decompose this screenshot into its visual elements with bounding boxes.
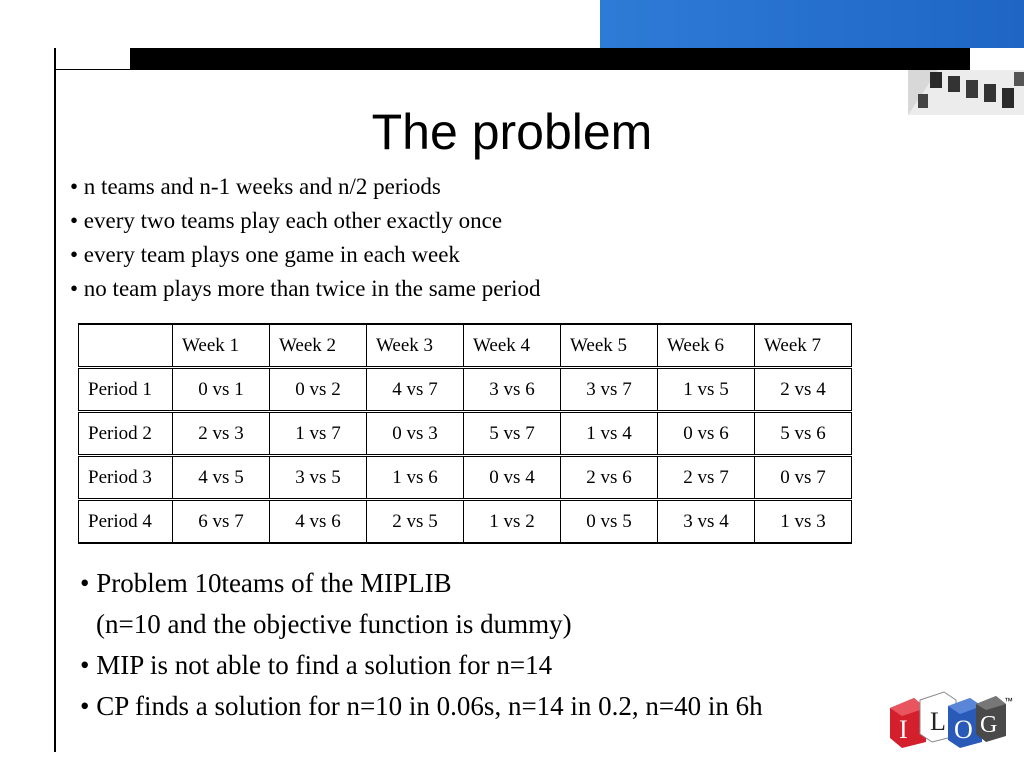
logo-letter: I [899, 715, 908, 744]
table-cell: 0 vs 1 [173, 368, 270, 412]
bullet-item: • every team plays one game in each week [70, 242, 460, 267]
table-cell: 0 vs 3 [367, 412, 464, 456]
table-row [79, 500, 852, 544]
bullet-item: • MIP is not able to find a solution for n=14 [80, 650, 553, 680]
table-row [79, 456, 852, 500]
table-cell: 5 vs 7 [464, 412, 561, 456]
header-blue-block [600, 0, 1024, 48]
header-black-bar [130, 48, 970, 70]
row-header: Period 3 [79, 456, 173, 500]
column-header: Week 5 [561, 324, 658, 368]
trademark-symbol: ™ [1004, 696, 1013, 706]
table-row [79, 412, 852, 456]
logo-letter: L [930, 707, 946, 736]
table-cell: 1 vs 4 [561, 412, 658, 456]
table-cell: 3 vs 4 [658, 500, 755, 544]
table-cell: 1 vs 6 [367, 456, 464, 500]
bullet-item: • no team plays more than twice in the same period [70, 276, 541, 301]
ilog-logo [886, 690, 1014, 748]
ilog-logo-graphic [886, 690, 1014, 748]
logo-letter: G [980, 712, 998, 738]
table-cell: 3 vs 7 [561, 368, 658, 412]
column-header: Week 3 [367, 324, 464, 368]
table-cell: 2 vs 6 [561, 456, 658, 500]
table-cell: 1 vs 3 [755, 500, 852, 544]
row-header: Period 1 [79, 368, 173, 412]
bullet-continuation: (n=10 and the objective function is dummy) [96, 609, 572, 639]
bullet-item: • CP finds a solution for n=10 in 0.06s, n=14 in 0.2, n=40 in 6h [80, 691, 763, 721]
bullet-item: • every two teams play each other exactly once [70, 208, 503, 233]
table-cell: 2 vs 3 [173, 412, 270, 456]
table-cell: 3 vs 5 [270, 456, 367, 500]
table-cell: 2 vs 5 [367, 500, 464, 544]
table-cell: 1 vs 7 [270, 412, 367, 456]
table-cell: 4 vs 7 [367, 368, 464, 412]
table-cell: 0 vs 2 [270, 368, 367, 412]
table-cell: 2 vs 7 [658, 456, 755, 500]
table-cell: 1 vs 2 [464, 500, 561, 544]
top-left-rule [54, 69, 134, 70]
slide-title: The problem [371, 104, 653, 160]
table-cell: 0 vs 6 [658, 412, 755, 456]
column-header: Week 1 [173, 324, 270, 368]
column-header: Week 2 [270, 324, 367, 368]
schedule-table [78, 323, 852, 544]
bullet-item: • n teams and n-1 weeks and n/2 periods [70, 174, 441, 199]
column-header: Week 7 [755, 324, 852, 368]
table-cell: 5 vs 6 [755, 412, 852, 456]
problem-bullets [70, 170, 540, 306]
table-row [79, 368, 852, 412]
bullet-item: • Problem 10teams of the MIPLIB [80, 568, 452, 598]
table-cell: 4 vs 6 [270, 500, 367, 544]
table-cell: 6 vs 7 [173, 500, 270, 544]
logo-letter: O [954, 715, 973, 744]
column-header: Week 4 [464, 324, 561, 368]
table-cell: 2 vs 4 [755, 368, 852, 412]
table-cell: 0 vs 7 [755, 456, 852, 500]
table-cell: 0 vs 4 [464, 456, 561, 500]
row-header: Period 2 [79, 412, 173, 456]
table-corner-cell [79, 324, 173, 368]
table-cell: 0 vs 5 [561, 500, 658, 544]
table-cell: 3 vs 6 [464, 368, 561, 412]
results-bullets [80, 563, 763, 727]
table-cell: 1 vs 5 [658, 368, 755, 412]
table-header-row [79, 324, 852, 368]
table-cell: 4 vs 5 [173, 456, 270, 500]
column-header: Week 6 [658, 324, 755, 368]
row-header: Period 4 [79, 500, 173, 544]
